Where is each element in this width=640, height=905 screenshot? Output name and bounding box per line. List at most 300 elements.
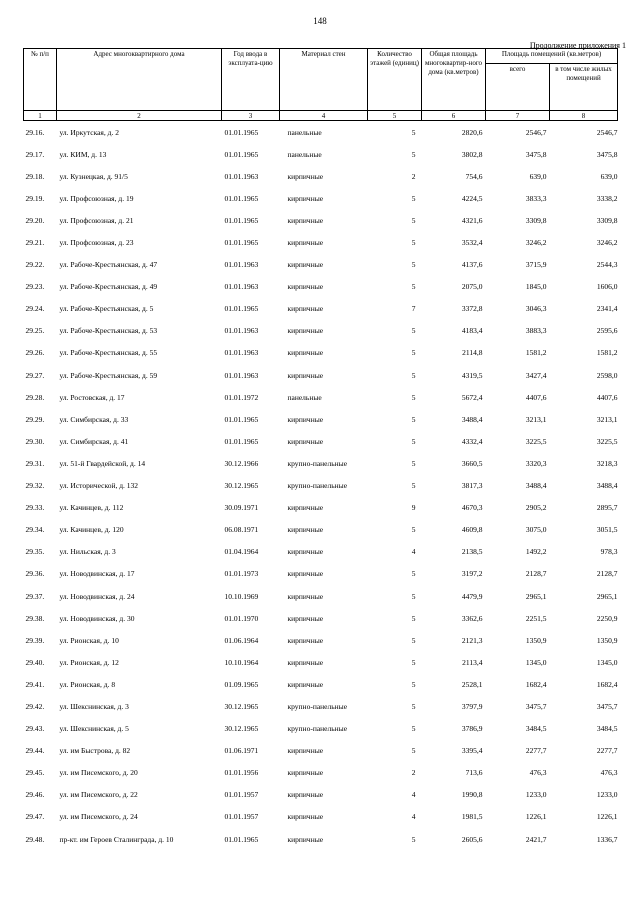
- row-address: ул. Качинцев, д. 120: [59, 525, 124, 535]
- continuation-note: Продолжение приложения 1: [529, 41, 626, 50]
- header-premises-area: Площадь помещений (кв.метров): [486, 49, 618, 64]
- row-material: кирпичные: [287, 348, 324, 358]
- row-premises-living: 3338,2: [596, 193, 618, 203]
- row-premises-all: 1492,2: [525, 547, 547, 557]
- row-premises-all: 1682,4: [525, 679, 547, 689]
- row-year: 01.01.1963: [224, 370, 259, 380]
- row-floors: 5: [411, 436, 416, 446]
- row-address: ул. Новодвинская, д. 24: [59, 591, 135, 601]
- row-premises-living: 1682,4: [596, 679, 618, 689]
- row-material: крупно-панельные: [287, 481, 348, 491]
- row-floors: 5: [411, 282, 416, 292]
- row-premises-living: 3218,3: [596, 458, 618, 468]
- row-premises-living: 2544,3: [596, 260, 618, 270]
- row-premises-all: 3309,8: [525, 215, 547, 225]
- row-floors: 4: [411, 547, 416, 557]
- row-floors: 5: [411, 635, 416, 645]
- row-address: ул. Рионская, д. 10: [59, 635, 119, 645]
- row-premises-living: 476,3: [600, 768, 618, 778]
- row-floors: 2: [411, 171, 416, 181]
- row-total-area: 1990,8: [461, 790, 483, 800]
- row-premises-living: 2595,6: [596, 326, 618, 336]
- row-number: 29.37.: [25, 591, 45, 601]
- row-premises-all: 3213,1: [525, 414, 547, 424]
- row-premises-all: 2965,1: [525, 591, 547, 601]
- row-year: 30.12.1966: [224, 458, 259, 468]
- row-floors: 5: [411, 392, 416, 402]
- row-material: панельные: [287, 149, 322, 159]
- row-material: крупно-панельные: [287, 458, 348, 468]
- row-number: 29.34.: [25, 525, 45, 535]
- row-number: 29.28.: [25, 392, 45, 402]
- row-total-area: 4670,3: [461, 503, 483, 513]
- row-premises-living: 2128,7: [596, 569, 618, 579]
- table-row: [24, 563, 618, 585]
- row-number: 29.33.: [25, 503, 45, 513]
- row-premises-all: 3246,2: [525, 238, 547, 248]
- row-premises-living: 2277,7: [596, 746, 618, 756]
- row-material: кирпичные: [287, 171, 324, 181]
- row-total-area: 3488,4: [461, 414, 483, 424]
- row-number: 29.20.: [25, 215, 45, 225]
- row-material: кирпичные: [287, 790, 324, 800]
- row-premises-living: 1581,2: [596, 348, 618, 358]
- column-number: 2: [57, 111, 222, 121]
- row-year: 01.01.1963: [224, 348, 259, 358]
- table-row: [24, 762, 618, 784]
- column-number: 1: [24, 111, 57, 121]
- row-year: 30.12.1965: [224, 724, 259, 734]
- row-address: ул. им Писемского, д. 22: [59, 790, 138, 800]
- row-premises-living: 2895,7: [596, 503, 618, 513]
- row-premises-living: 1606,0: [596, 282, 618, 292]
- row-premises-living: 4407,6: [596, 392, 618, 402]
- row-premises-living: 3225,5: [596, 436, 618, 446]
- row-premises-living: 2546,7: [596, 127, 618, 137]
- row-total-area: 3372,8: [461, 304, 483, 314]
- table-row: [24, 806, 618, 828]
- header-floors: Количество этажей (единиц): [368, 49, 422, 111]
- table-row: [24, 629, 618, 651]
- table-row: [24, 408, 618, 430]
- row-floors: 5: [411, 724, 416, 734]
- column-number: 8: [550, 111, 618, 121]
- row-material: кирпичные: [287, 635, 324, 645]
- header-material: Материал стен: [280, 49, 368, 111]
- row-floors: 5: [411, 679, 416, 689]
- row-address: ул. Качинцев, д. 112: [59, 503, 124, 513]
- row-number: 29.21.: [25, 238, 45, 248]
- row-year: 30.12.1965: [224, 701, 259, 711]
- row-number: 29.45.: [25, 768, 45, 778]
- header-living: в том числе жилых помещений: [550, 64, 618, 111]
- row-premises-living: 3488,4: [596, 481, 618, 491]
- row-total-area: 754,6: [465, 171, 483, 181]
- row-material: кирпичные: [287, 746, 324, 756]
- row-year: 01.01.1965: [224, 238, 259, 248]
- row-floors: 5: [411, 481, 416, 491]
- column-number: 7: [486, 111, 550, 121]
- row-number: 29.24.: [25, 304, 45, 314]
- row-premises-all: 1233,0: [525, 790, 547, 800]
- row-material: кирпичные: [287, 834, 324, 844]
- row-floors: 5: [411, 414, 416, 424]
- row-premises-living: 1226,1: [596, 812, 618, 822]
- row-premises-all: 3833,3: [525, 193, 547, 203]
- row-number: 29.17.: [25, 149, 45, 159]
- row-address: ул. КИМ, д. 13: [59, 149, 107, 159]
- row-address: ул. им Быстрова, д. 82: [59, 746, 131, 756]
- row-material: кирпичные: [287, 414, 324, 424]
- row-premises-living: 2250,9: [596, 613, 618, 623]
- row-premises-all: 2421,7: [525, 834, 547, 844]
- table-row: [24, 342, 618, 364]
- row-address: ул. им Писемского, д. 24: [59, 812, 138, 822]
- row-material: кирпичные: [287, 503, 324, 513]
- row-year: 01.06.1971: [224, 746, 259, 756]
- table-row: [24, 828, 618, 850]
- row-floors: 2: [411, 768, 416, 778]
- row-total-area: 4332,4: [461, 436, 483, 446]
- row-year: 10.10.1969: [224, 591, 259, 601]
- row-premises-all: 3075,0: [525, 525, 547, 535]
- row-material: кирпичные: [287, 613, 324, 623]
- row-floors: 4: [411, 812, 416, 822]
- row-floors: 5: [411, 326, 416, 336]
- row-number: 29.31.: [25, 458, 45, 468]
- row-number: 29.48.: [25, 834, 45, 844]
- row-floors: 5: [411, 458, 416, 468]
- table-row: [24, 165, 618, 187]
- row-total-area: 3532,4: [461, 238, 483, 248]
- row-material: кирпичные: [287, 304, 324, 314]
- row-premises-living: 978,3: [600, 547, 618, 557]
- row-premises-all: 2128,7: [525, 569, 547, 579]
- row-total-area: 713,6: [465, 768, 483, 778]
- row-total-area: 3362,6: [461, 613, 483, 623]
- row-number: 29.42.: [25, 701, 45, 711]
- header-num: № п/п: [24, 49, 57, 111]
- table-row: [24, 519, 618, 541]
- row-address: ул. Рабоче-Крестьянская, д. 5: [59, 304, 154, 314]
- row-material: кирпичные: [287, 238, 324, 248]
- row-premises-living: 1350,9: [596, 635, 618, 645]
- row-address: ул. Кузнецкая, д. 91/5: [59, 171, 128, 181]
- row-total-area: 2528,1: [461, 679, 483, 689]
- row-year: 01.01.1965: [224, 436, 259, 446]
- header-total-area: Общая площадь многоквартир-ного дома (кв.метров): [422, 49, 486, 111]
- row-total-area: 2605,6: [461, 834, 483, 844]
- row-material: кирпичные: [287, 768, 324, 778]
- column-number: 5: [368, 111, 422, 121]
- table-row: [24, 121, 618, 144]
- row-material: кирпичные: [287, 193, 324, 203]
- row-premises-living: 3246,2: [596, 238, 618, 248]
- row-number: 29.39.: [25, 635, 45, 645]
- row-material: кирпичные: [287, 436, 324, 446]
- row-floors: 5: [411, 127, 416, 137]
- row-total-area: 2820,6: [461, 127, 483, 137]
- row-number: 29.26.: [25, 348, 45, 358]
- row-premises-all: 3488,4: [525, 481, 547, 491]
- row-premises-living: 3309,8: [596, 215, 618, 225]
- row-material: кирпичные: [287, 282, 324, 292]
- row-address: ул. Рабоче-Крестьянская, д. 59: [59, 370, 158, 380]
- row-year: 01.01.1957: [224, 790, 259, 800]
- row-number: 29.32.: [25, 481, 45, 491]
- row-address: ул. Симбирская, д. 41: [59, 436, 129, 446]
- table-row: [24, 607, 618, 629]
- row-premises-living: 3051,5: [596, 525, 618, 535]
- row-premises-all: 3883,3: [525, 326, 547, 336]
- row-premises-living: 3475,7: [596, 701, 618, 711]
- row-year: 01.01.1963: [224, 171, 259, 181]
- row-floors: 5: [411, 238, 416, 248]
- row-material: крупно-панельные: [287, 701, 348, 711]
- row-material: панельные: [287, 127, 322, 137]
- table-row: [24, 784, 618, 806]
- row-total-area: 3395,4: [461, 746, 483, 756]
- row-address: пр-кт. им Героев Сталинграда, д. 10: [59, 834, 174, 844]
- row-premises-all: 2277,7: [525, 746, 547, 756]
- row-total-area: 2113,4: [462, 657, 483, 667]
- row-material: кирпичные: [287, 547, 324, 557]
- row-premises-living: 3213,1: [596, 414, 618, 424]
- table-row: [24, 143, 618, 165]
- row-total-area: 2138,5: [461, 547, 483, 557]
- table-row: [24, 695, 618, 717]
- row-total-area: 2075,0: [461, 282, 483, 292]
- row-address: ул. Рабоче-Крестьянская, д. 53: [59, 326, 158, 336]
- row-material: кирпичные: [287, 525, 324, 535]
- column-number: 3: [222, 111, 280, 121]
- row-floors: 5: [411, 657, 416, 667]
- row-floors: 5: [411, 370, 416, 380]
- row-total-area: 2121,3: [461, 635, 483, 645]
- row-address: ул. им Писемского, д. 20: [59, 768, 138, 778]
- row-year: 06.08.1971: [224, 525, 259, 535]
- row-year: 01.01.1972: [224, 392, 259, 402]
- row-material: кирпичные: [287, 679, 324, 689]
- row-premises-all: 3427,4: [525, 370, 547, 380]
- row-premises-living: 1336,7: [596, 834, 618, 844]
- row-address: ул. Новодвинская, д. 30: [59, 613, 135, 623]
- row-address: ул. Шекснинская, д. 3: [59, 701, 129, 711]
- row-material: кирпичные: [287, 260, 324, 270]
- row-total-area: 3817,3: [461, 481, 483, 491]
- table-row: [24, 254, 618, 276]
- header-all: всего: [486, 64, 550, 111]
- row-address: ул. Профсоюзная, д. 21: [59, 215, 134, 225]
- row-floors: 5: [411, 569, 416, 579]
- row-address: ул. Шекснинская, д. 5: [59, 724, 129, 734]
- row-address: ул. Рабоче-Крестьянская, д. 49: [59, 282, 158, 292]
- row-address: ул. Симбирская, д. 33: [59, 414, 129, 424]
- header-address: Адрес многоквартирного дома: [57, 49, 222, 111]
- row-floors: 5: [411, 613, 416, 623]
- row-premises-all: 3475,8: [525, 149, 547, 159]
- row-year: 30.09.1971: [224, 503, 259, 513]
- row-address: ул. Ростовская, д. 17: [59, 392, 125, 402]
- row-year: 01.01.1965: [224, 193, 259, 203]
- row-material: кирпичные: [287, 657, 324, 667]
- row-number: 29.29.: [25, 414, 45, 424]
- row-premises-all: 2251,5: [525, 613, 547, 623]
- row-premises-all: 3320,3: [525, 458, 547, 468]
- table-row: [24, 430, 618, 452]
- row-number: 29.47.: [25, 812, 45, 822]
- row-premises-all: 2546,7: [525, 127, 547, 137]
- row-total-area: 5672,4: [461, 392, 483, 402]
- row-address: ул. Новодвинская, д. 17: [59, 569, 135, 579]
- housing-table: [23, 48, 618, 850]
- row-number: 29.16.: [25, 127, 45, 137]
- row-premises-living: 1233,0: [596, 790, 618, 800]
- row-material: кирпичные: [287, 812, 324, 822]
- row-number: 29.19.: [25, 193, 45, 203]
- row-year: 01.01.1973: [224, 569, 259, 579]
- row-address: ул. Рионская, д. 12: [59, 657, 119, 667]
- table-row: [24, 651, 618, 673]
- row-number: 29.22.: [25, 260, 45, 270]
- row-total-area: 4224,5: [461, 193, 483, 203]
- row-premises-living: 639,0: [600, 171, 618, 181]
- table-row: [24, 231, 618, 253]
- row-year: 10.10.1964: [224, 657, 259, 667]
- row-year: 01.01.1970: [224, 613, 259, 623]
- table-row: [24, 740, 618, 762]
- row-number: 29.36.: [25, 569, 45, 579]
- row-address: ул. Профсоюзная, д. 23: [59, 238, 134, 248]
- row-total-area: 1981,5: [461, 812, 483, 822]
- row-floors: 5: [411, 746, 416, 756]
- row-address: ул. Иркутская, д. 2: [59, 127, 119, 137]
- row-total-area: 3802,8: [461, 149, 483, 159]
- header-year: Год ввода в эксплуата-цию: [222, 49, 280, 111]
- table-row: [24, 320, 618, 342]
- row-year: 01.01.1963: [224, 282, 259, 292]
- row-address: ул. Рабоче-Крестьянская, д. 47: [59, 260, 158, 270]
- row-floors: 5: [411, 260, 416, 270]
- row-number: 29.40.: [25, 657, 45, 667]
- row-premises-all: 476,3: [529, 768, 547, 778]
- page-number: 148: [313, 16, 327, 26]
- row-premises-all: 3046,3: [525, 304, 547, 314]
- row-year: 01.01.1956: [224, 768, 259, 778]
- row-premises-all: 3715,9: [525, 260, 547, 270]
- table-row: [24, 364, 618, 386]
- row-year: 01.01.1963: [224, 326, 259, 336]
- row-premises-living: 3475,8: [596, 149, 618, 159]
- table-row: [24, 673, 618, 695]
- row-material: кирпичные: [287, 591, 324, 601]
- row-floors: 5: [411, 215, 416, 225]
- row-floors: 5: [411, 591, 416, 601]
- table-row: [24, 475, 618, 497]
- table-row: [24, 718, 618, 740]
- row-floors: 5: [411, 348, 416, 358]
- row-material: панельные: [287, 392, 322, 402]
- row-material: кирпичные: [287, 569, 324, 579]
- row-floors: 7: [411, 304, 416, 314]
- row-premises-all: 4407,6: [525, 392, 547, 402]
- row-year: 30.12.1965: [224, 481, 259, 491]
- row-address: ул. Исторической, д. 132: [59, 481, 139, 491]
- row-premises-living: 2965,1: [596, 591, 618, 601]
- row-total-area: 3660,5: [461, 458, 483, 468]
- table-row: [24, 541, 618, 563]
- row-premises-all: 3225,5: [525, 436, 547, 446]
- row-year: 01.01.1965: [224, 127, 259, 137]
- row-year: 01.01.1965: [224, 215, 259, 225]
- table-row: [24, 452, 618, 474]
- row-number: 29.41.: [25, 679, 45, 689]
- row-address: ул. 51-й Гвардейской, д. 14: [59, 458, 146, 468]
- row-number: 29.25.: [25, 326, 45, 336]
- row-floors: 5: [411, 701, 416, 711]
- row-premises-all: 1845,0: [525, 282, 547, 292]
- row-floors: 9: [411, 503, 416, 513]
- row-material: кирпичные: [287, 370, 324, 380]
- row-premises-all: 1345,0: [525, 657, 547, 667]
- row-floors: 5: [411, 525, 416, 535]
- row-premises-living: 2341,4: [596, 304, 618, 314]
- table-row: [24, 276, 618, 298]
- row-premises-all: 639,0: [529, 171, 547, 181]
- row-total-area: 4137,6: [461, 260, 483, 270]
- row-premises-all: 1581,2: [525, 348, 547, 358]
- row-number: 29.43.: [25, 724, 45, 734]
- row-premises-all: 1226,1: [525, 812, 547, 822]
- row-material: крупно-панельные: [287, 724, 348, 734]
- row-total-area: 3197,2: [461, 569, 483, 579]
- row-total-area: 3797,9: [461, 701, 483, 711]
- row-address: ул. Рабоче-Крестьянская, д. 55: [59, 348, 158, 358]
- table-row: [24, 585, 618, 607]
- row-address: ул. Профсоюзная, д. 19: [59, 193, 134, 203]
- row-number: 29.27.: [25, 370, 45, 380]
- row-number: 29.35.: [25, 547, 45, 557]
- row-number: 29.30.: [25, 436, 45, 446]
- table-row: [24, 209, 618, 231]
- row-year: 01.01.1965: [224, 304, 259, 314]
- row-total-area: 4319,5: [461, 370, 483, 380]
- table-row: [24, 187, 618, 209]
- row-year: 01.01.1965: [224, 414, 259, 424]
- column-number: 6: [422, 111, 486, 121]
- row-total-area: 4479,9: [461, 591, 483, 601]
- row-address: ул. Рионская, д. 8: [59, 679, 116, 689]
- row-year: 01.01.1963: [224, 260, 259, 270]
- column-number: 4: [280, 111, 368, 121]
- row-floors: 5: [411, 834, 416, 844]
- row-floors: 4: [411, 790, 416, 800]
- table-body: [24, 121, 618, 851]
- row-premises-all: 3475,7: [525, 701, 547, 711]
- row-floors: 5: [411, 193, 416, 203]
- row-material: кирпичные: [287, 215, 324, 225]
- row-premises-living: 1345,0: [596, 657, 618, 667]
- row-number: 29.44.: [25, 746, 45, 756]
- row-material: кирпичные: [287, 326, 324, 336]
- row-number: 29.23.: [25, 282, 45, 292]
- row-premises-living: 2598,0: [596, 370, 618, 380]
- row-year: 01.01.1965: [224, 149, 259, 159]
- row-number: 29.46.: [25, 790, 45, 800]
- row-year: 01.09.1965: [224, 679, 259, 689]
- table-row: [24, 298, 618, 320]
- row-address: ул. Нильская, д. 3: [59, 547, 116, 557]
